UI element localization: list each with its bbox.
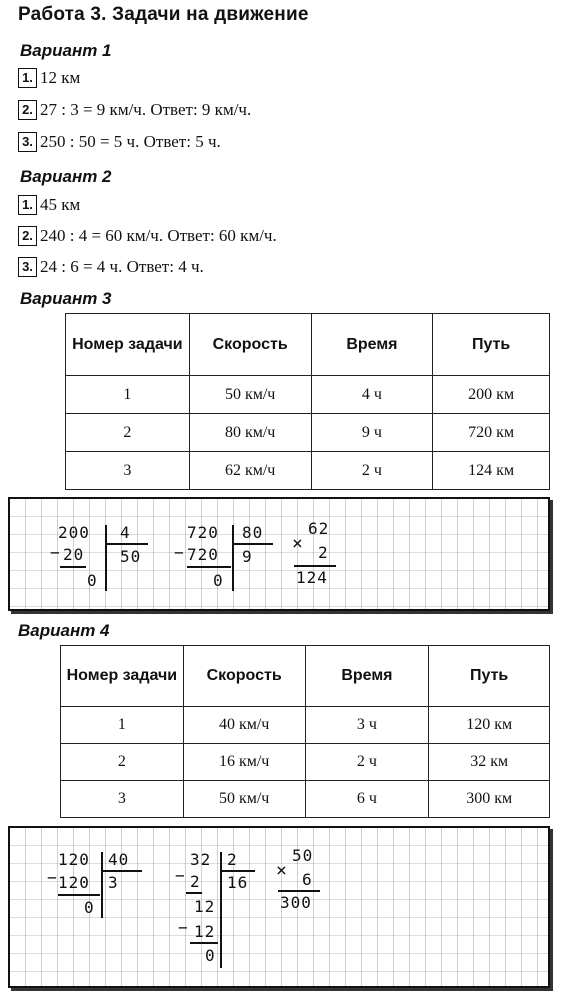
- page-title: Работа 3. Задачи на движение: [18, 4, 309, 25]
- factor: 2: [318, 543, 329, 562]
- variant-4-table: [60, 645, 550, 818]
- intermediate: 12: [194, 897, 216, 916]
- cell-time: 2 ч: [311, 452, 433, 490]
- division-bar: [58, 894, 100, 896]
- variant-2-heading: Вариант 2: [20, 167, 112, 186]
- task-number-badge: 2.: [18, 226, 37, 246]
- dividend: 200: [58, 523, 90, 542]
- division-bar: [190, 942, 218, 944]
- subtrahend: 12: [194, 922, 216, 941]
- task-number-badge: 1.: [18, 195, 37, 215]
- multiply-sign: ×: [292, 533, 304, 554]
- product: 124: [296, 568, 328, 587]
- header-speed: Скорость: [189, 314, 311, 376]
- subtrahend: 2: [190, 872, 201, 891]
- variant-4-heading: Вариант 4: [18, 621, 110, 640]
- division-bar: [60, 566, 86, 568]
- cell-distance: 120 км: [429, 707, 550, 744]
- cell-distance: 300 км: [429, 781, 550, 818]
- minus-sign: −: [174, 543, 185, 562]
- minus-sign: −: [178, 918, 189, 937]
- product: 300: [280, 893, 312, 912]
- division-bar: [232, 525, 234, 591]
- cell-number: 3: [66, 452, 190, 490]
- cell-number: 3: [61, 781, 184, 818]
- cell-speed: 16 км/ч: [183, 744, 305, 781]
- minus-sign: −: [47, 868, 58, 887]
- v2-answer-2: [18, 226, 277, 246]
- task-number-badge: 3.: [18, 132, 37, 152]
- division-bar: [102, 870, 142, 872]
- variant-4-calculations: [8, 826, 550, 988]
- subtrahend: 20: [63, 545, 85, 564]
- variant-3-heading: Вариант 3: [20, 289, 112, 308]
- table-header-row: [61, 646, 550, 707]
- cell-time: 4 ч: [311, 376, 433, 414]
- factor: 50: [292, 846, 314, 865]
- subtrahend: 120: [58, 873, 90, 892]
- cell-distance: 32 км: [429, 744, 550, 781]
- multiply-sign: ×: [276, 860, 288, 881]
- table-header-row: [66, 314, 550, 376]
- quotient: 16: [227, 873, 249, 892]
- cell-distance: 200 км: [433, 376, 550, 414]
- table-row: [66, 452, 550, 490]
- table-row: [61, 744, 550, 781]
- divisor: 4: [120, 523, 131, 542]
- v1-answer-2: [18, 100, 251, 120]
- divisor: 2: [227, 850, 238, 869]
- minus-sign: −: [50, 543, 61, 562]
- table-row: [66, 414, 550, 452]
- answer-text: 12 км: [40, 68, 81, 87]
- v2-answer-3: [18, 257, 204, 277]
- table-row: [66, 376, 550, 414]
- cell-speed: 50 км/ч: [183, 781, 305, 818]
- cell-speed: 50 км/ч: [189, 376, 311, 414]
- cell-speed: 80 км/ч: [189, 414, 311, 452]
- division-bar: [187, 566, 231, 568]
- quotient: 9: [242, 547, 253, 566]
- quotient: 3: [108, 873, 119, 892]
- answer-text: 240 : 4 = 60 км/ч. Ответ: 60 км/ч.: [40, 226, 277, 245]
- task-number-badge: 2.: [18, 100, 37, 120]
- task-number-badge: 3.: [18, 257, 37, 277]
- answer-text: 24 : 6 = 4 ч. Ответ: 4 ч.: [40, 257, 204, 276]
- cell-number: 1: [61, 707, 184, 744]
- answer-text: 45 км: [40, 195, 81, 214]
- cell-time: 9 ч: [311, 414, 433, 452]
- v1-answer-1: [18, 68, 80, 88]
- cell-number: 1: [66, 376, 190, 414]
- remainder: 0: [84, 898, 95, 917]
- table-row: [61, 707, 550, 744]
- division-bar: [186, 892, 202, 894]
- header-task-number: Номер задачи: [61, 646, 184, 707]
- division-bar: [101, 852, 103, 918]
- header-distance: Путь: [433, 314, 550, 376]
- cell-distance: 720 км: [433, 414, 550, 452]
- cell-speed: 62 км/ч: [189, 452, 311, 490]
- variant-3-calculations: [8, 497, 550, 611]
- cell-time: 2 ч: [305, 744, 429, 781]
- answer-text: 250 : 50 = 5 ч. Ответ: 5 ч.: [40, 132, 221, 151]
- factor: 6: [302, 870, 313, 889]
- cell-number: 2: [61, 744, 184, 781]
- header-distance: Путь: [429, 646, 550, 707]
- division-bar: [106, 543, 148, 545]
- cell-time: 6 ч: [305, 781, 429, 818]
- task-number-badge: 1.: [18, 68, 37, 88]
- table-row: [61, 781, 550, 818]
- remainder: 0: [87, 571, 98, 590]
- cell-speed: 40 км/ч: [183, 707, 305, 744]
- dividend: 720: [187, 523, 219, 542]
- divisor: 80: [242, 523, 264, 542]
- v1-answer-3: [18, 132, 221, 152]
- multiplication-bar: [294, 565, 336, 567]
- factor: 62: [308, 519, 330, 538]
- divisor: 40: [108, 850, 130, 869]
- answer-text: 27 : 3 = 9 км/ч. Ответ: 9 км/ч.: [40, 100, 252, 119]
- header-task-number: Номер задачи: [66, 314, 190, 376]
- division-bar: [105, 525, 107, 591]
- cell-number: 2: [66, 414, 190, 452]
- variant-1-heading: Вариант 1: [20, 41, 112, 60]
- v2-answer-1: [18, 195, 80, 215]
- header-speed: Скорость: [183, 646, 305, 707]
- dividend: 32: [190, 850, 212, 869]
- subtrahend: 720: [187, 545, 219, 564]
- header-time: Время: [311, 314, 433, 376]
- header-time: Время: [305, 646, 429, 707]
- minus-sign: −: [175, 866, 186, 885]
- division-bar: [233, 543, 273, 545]
- dividend: 120: [58, 850, 90, 869]
- multiplication-bar: [278, 890, 320, 892]
- variant-3-table: [65, 313, 550, 490]
- quotient: 50: [120, 547, 142, 566]
- division-bar: [221, 870, 255, 872]
- remainder: 0: [205, 946, 216, 965]
- cell-time: 3 ч: [305, 707, 429, 744]
- cell-distance: 124 км: [433, 452, 550, 490]
- remainder: 0: [213, 571, 224, 590]
